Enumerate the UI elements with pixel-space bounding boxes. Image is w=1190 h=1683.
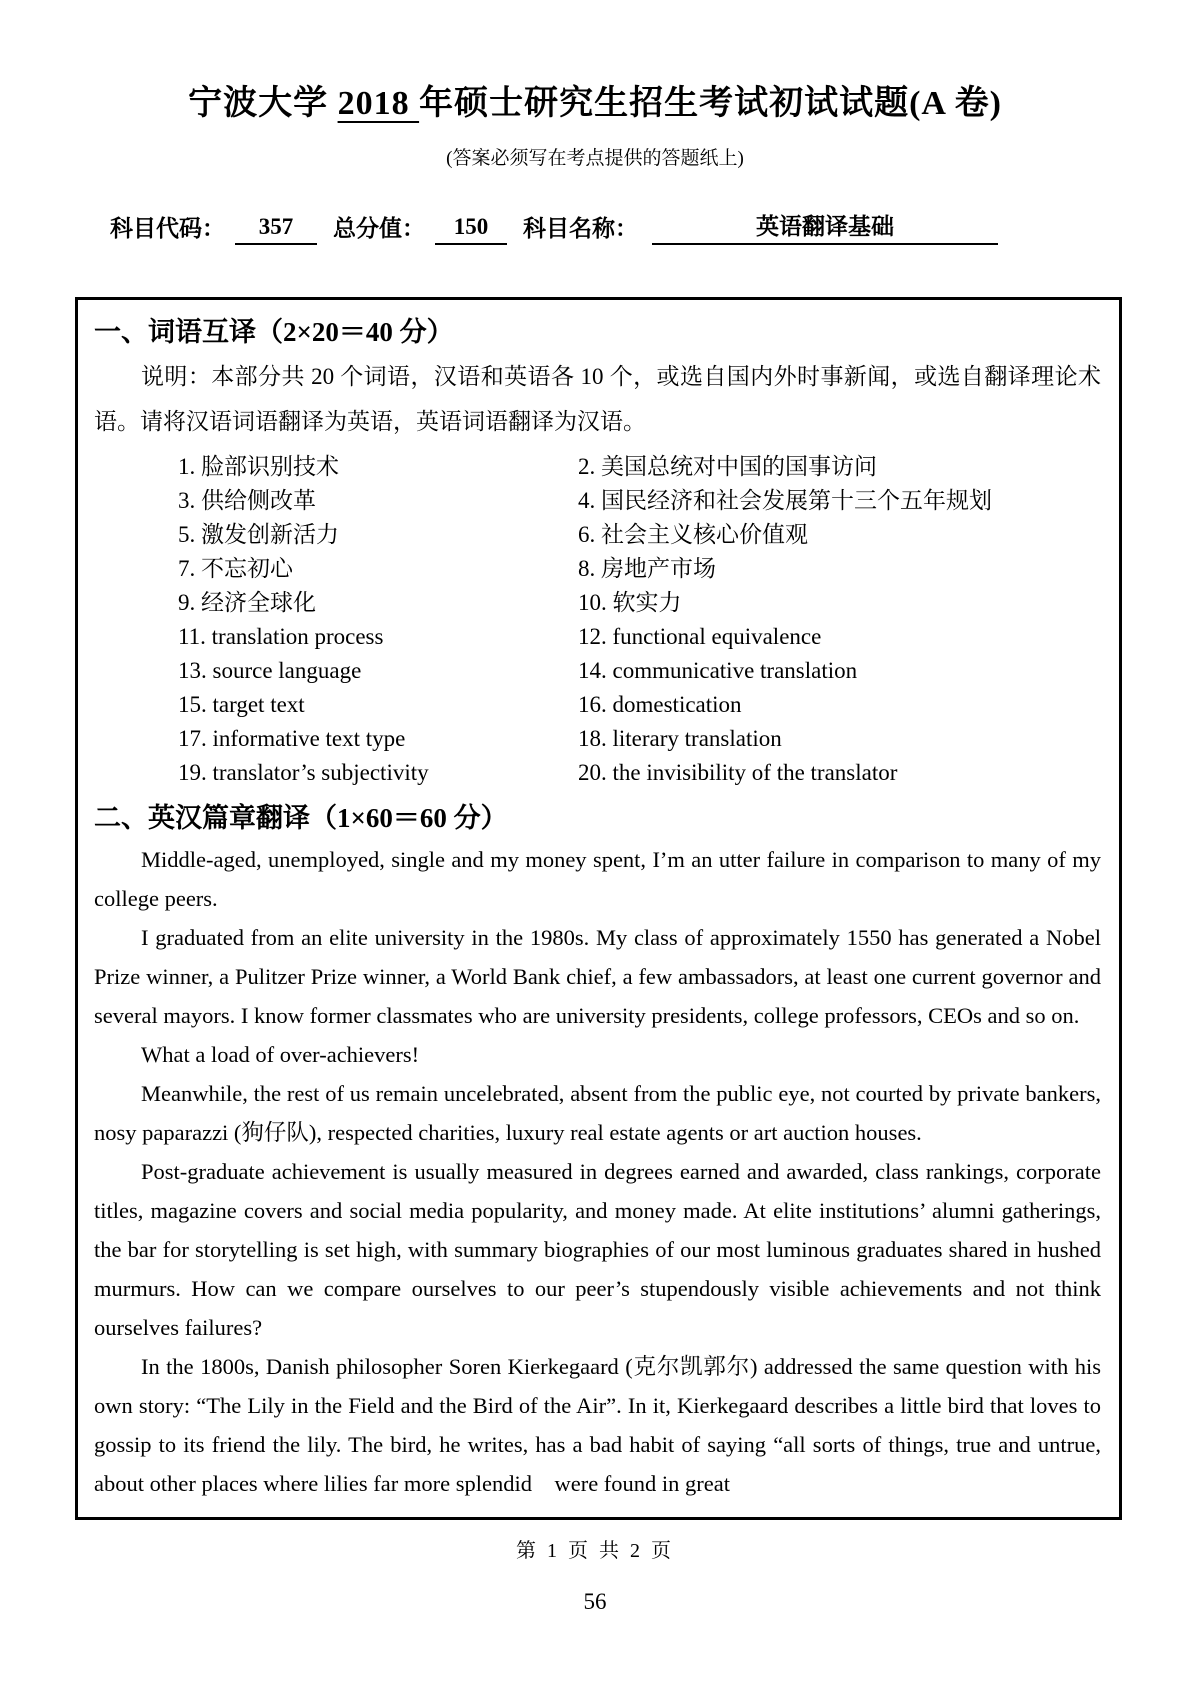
word-item-8: 8. 房地产市场 xyxy=(578,556,716,581)
total-score-label: 总分值： xyxy=(333,216,425,241)
passage-paragraph-2: I graduated from an elite university in the 1980s. My class of approximately 1550 has generated a Nobel Prize winner, a Pulitzer Prize winner, a World Bank chief, a few ambassadors, at least one current governor and several mayors. I know former classmates who are university presidents, college professors, CEOs and so on. xyxy=(94,925,1107,1028)
word-item-7: 7. 不忘初心 xyxy=(178,556,293,581)
word-item-10: 10. 软实力 xyxy=(578,590,682,615)
total-score-value: 150 xyxy=(435,211,507,245)
word-item-13: 13. source language xyxy=(178,658,362,683)
title-prefix: 宁波大学 xyxy=(188,85,338,122)
passage-paragraph-6: In the 1800s, Danish philosopher Soren Kierkegaard (克尔凯郭尔) addressed the same question with his own story: “The Lily in the Field and the Bird of the Air”. In it, Kierkegaard describes a little bird that loves to gossip to its friend the lily. The bird, he writes, has a bad habit of saying “all sorts of things, true and untrue, about other places where lilies far more splendid were found in great xyxy=(94,1354,1107,1496)
word-item-5: 5. 激发创新活力 xyxy=(178,522,339,547)
passage-paragraph-1: Middle-aged, unemployed, single and my money spent, I’m an utter failure in comparison to many of my college peers. xyxy=(94,847,1107,911)
title-year-underlined: 2018 xyxy=(337,85,420,122)
word-item-18: 18. literary translation xyxy=(578,726,782,751)
section-passage-translation xyxy=(94,800,1107,1503)
passage-paragraph-4: Meanwhile, the rest of us remain uncelebrated, absent from the public eye, not courted by private bankers, nosy paparazzi (狗仔队), respected charities, luxury real estate agents or art auction houses. xyxy=(94,1081,1107,1145)
word-item-19: 19. translator’s subjectivity xyxy=(178,760,429,785)
passage-paragraph-3: What a load of over-achievers! xyxy=(141,1042,420,1067)
section2-heading: 二、英汉篇章翻译（1×60＝60 分） xyxy=(94,803,508,833)
answer-sheet-note: (答案必须写在考点提供的答题纸上) xyxy=(446,148,744,169)
subject-code-value: 357 xyxy=(235,211,317,245)
title-suffix: 年硕士研究生招生考试初试试题(A 卷) xyxy=(419,85,1002,122)
word-item-11: 11. translation process xyxy=(178,624,384,649)
subject-name-label: 科目名称： xyxy=(523,216,638,241)
word-item-16: 16. domestication xyxy=(578,692,742,717)
word-item-15: 15. target text xyxy=(178,692,305,717)
word-item-9: 9. 经济全球化 xyxy=(178,590,316,615)
word-item-3: 3. 供给侧改革 xyxy=(178,488,316,513)
passage-paragraph-5: Post-graduate achievement is usually measured in degrees earned and awarded, class rankings, corporate titles, magazine covers and social media popularity, and money made. At elite institutions’ alumni gatherings, the bar for storytelling is set high, with summary biographies of our most luminous graduates shared in hushed murmurs. How can we compare ourselves to our peer’s stupendously visible achievements and not think ourselves failures? xyxy=(94,1159,1107,1340)
word-item-12: 12. functional equivalence xyxy=(578,624,822,649)
subject-code-label: 科目代码： xyxy=(110,216,225,241)
page-number: 56 xyxy=(583,1589,607,1614)
word-item-17: 17. informative text type xyxy=(178,726,406,751)
word-item-14: 14. communicative translation xyxy=(578,658,858,683)
section-word-translation xyxy=(94,314,1101,790)
pagination-text: 第 1 页 共 2 页 xyxy=(516,1540,674,1562)
section1-heading: 一、词语互译（2×20＝40 分） xyxy=(94,317,454,347)
section1-instructions: 说明：本部分共 20 个词语，汉语和英语各 10 个，或选自国内外时事新闻，或选自翻译理论术语。请将汉语词语翻译为英语，英语词语翻译为汉语。 xyxy=(94,364,1101,434)
word-item-20: 20. the invisibility of the translator xyxy=(578,760,898,785)
subject-meta-row xyxy=(110,211,1080,245)
page-title xyxy=(0,0,1190,126)
word-item-1: 1. 脸部识别技术 xyxy=(178,454,339,479)
word-list xyxy=(178,450,1101,790)
word-item-6: 6. 社会主义核心价值观 xyxy=(578,522,808,547)
word-item-2: 2. 美国总统对中国的国事访问 xyxy=(578,454,877,479)
exam-content-box xyxy=(75,297,1122,1520)
word-item-4: 4. 国民经济和社会发展第十三个五年规划 xyxy=(578,488,992,513)
subject-name-value: 英语翻译基础 xyxy=(652,211,998,245)
